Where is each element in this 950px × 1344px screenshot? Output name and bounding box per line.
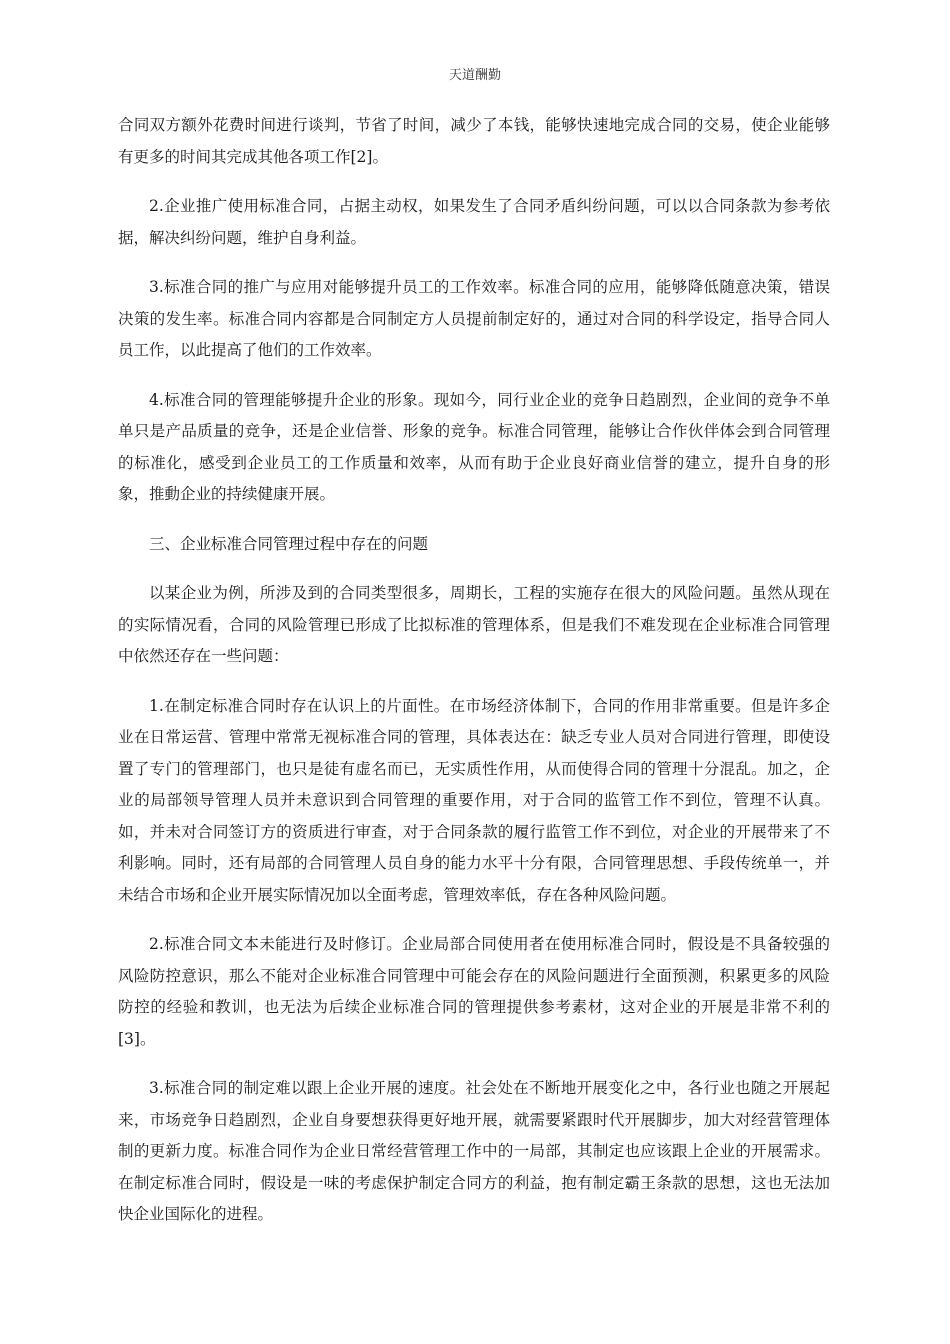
- paragraph-point-3: 3.标准合同的推广与应用对能够提升员工的工作效率。标准合同的应用，能够降低随意决策，错误决策的发生率。标准合同内容都是合同制定方人员提前制定好的，通过对合同的科学设定，指导合同人员工作，以此提高了他们的工作效率。: [118, 278, 830, 359]
- section-heading: 三、企业标准合同管理过程中存在的问题: [149, 534, 429, 553]
- paragraph-point-4: 4.标准合同的管理能够提升企业的形象。现如今，同行业企业的竞争日趋剧烈，企业间的竞争不单单只是产品质量的竞争，还是企业信誉、形象的竞争。标准合同管理，能够让合作伙伴体会到合同管理的标准化，感受到企业员工的工作质量和效率，从而有助于企业良好商业信誉的建立，提升自身的形象，推動企业的持续健康开展。: [118, 390, 830, 503]
- paragraph-problem-3: 3.标准合同的制定难以跟上企业开展的速度。社会处在不断地开展变化之中，各行业也随之开展起来，市场竞争日趋剧烈，企业自身要想获得更好地开展，就需要紧跟时代开展脚步，加大对经营管理体制的更新力度。标准合同作为企业日常经营管理工作中的一局部，其制定也应该跟上企业的开展需求。在制定标准合同时，假设是一味的考虑保护制定合同方的利益，抱有制定霸王条款的思想，这也无法加快企业国际化的进程。: [118, 1079, 830, 1223]
- page-header: 天道酬勤: [448, 68, 501, 83]
- paragraph-continuation: 合同双方额外花费时间进行谈判，节省了时间，减少了本钱，能够快速地完成合同的交易，使企业能够有更多的时间其完成其他各项工作[2]。: [118, 116, 830, 166]
- paragraph-intro: 以某企业为例，所涉及到的合同类型很多，周期长，工程的实施存在很大的风险问题。虽然从现在的实际情况看，合同的风险管理已形成了比拟标准的管理体系，但是我们不难发现在企业标准合同管理中依然还存在一些问题：: [118, 584, 830, 665]
- paragraph-problem-1: 1.在制定标准合同时存在认识上的片面性。在市场经济体制下，合同的作用非常重要。但是许多企业在日常运营、管理中常常无视标准合同的管理，具体表达在：缺乏专业人员对合同进行管理，即使设置了专门的管理部门，也只是徒有虚名而已，无实质性作用，从而使得合同的管理十分混乱。加之，企业的局部领导管理人员并未意识到合同管理的重要作用，对于合同的监管工作不到位，管理不认真。如，并未对合同签订方的资质进行审查，对于合同条款的履行监管工作不到位，对企业的开展带来了不利影响。同时，还有局部的合同管理人员自身的能力水平十分有限，合同管理思想、手段传统单一，并未结合市场和企业开展实际情况加以全面考虑，管理效率低，存在各种风险问题。: [118, 696, 830, 904]
- document-body: [118, 110, 830, 1249]
- paragraph-point-2: 2.企业推广使用标准合同，占据主动权，如果发生了合同矛盾纠纷问题，可以以合同条款为参考依据，解决纠纷问题，维护自身利益。: [118, 197, 830, 247]
- paragraph-problem-2: 2.标准合同文本未能进行及时修订。企业局部合同使用者在使用标准合同时，假设是不具备较强的风险防控意识，那么不能对企业标准合同管理中可能会存在的风险问题进行全面预测，积累更多的风险防控的经验和教训，也无法为后续企业标准合同的管理提供参考素材，这对企业的开展是非常不利的[3]。: [118, 935, 830, 1048]
